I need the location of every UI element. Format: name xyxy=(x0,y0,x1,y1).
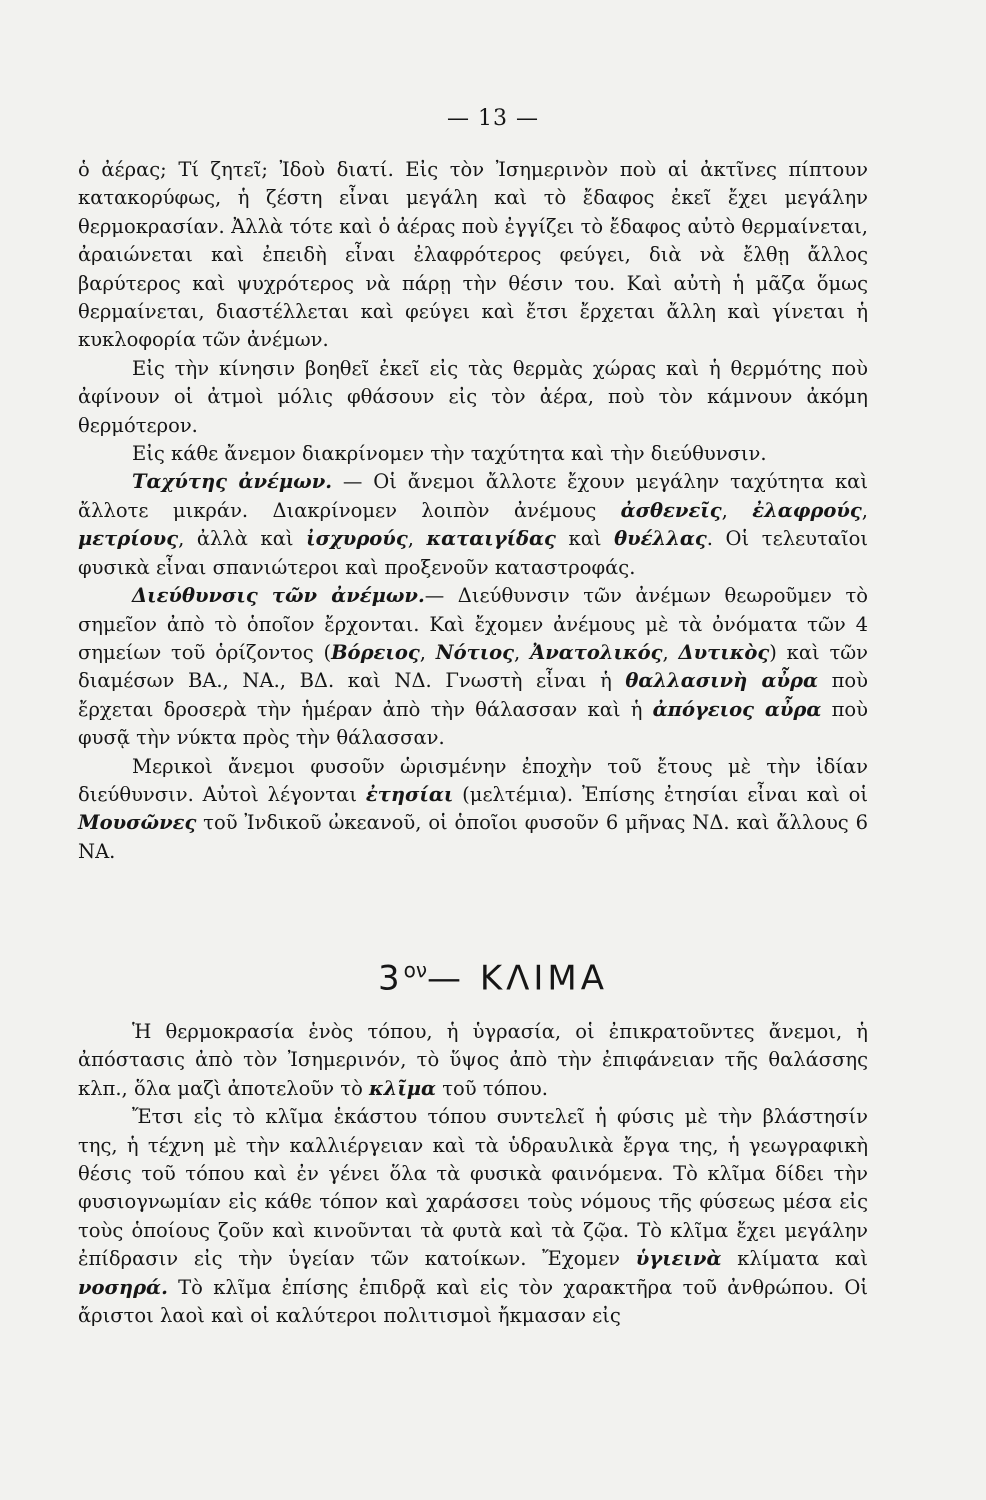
text-run: ποὺ φυσᾷ τὴν νύκτα πρὸς τὴν θάλασσαν. xyxy=(78,697,868,750)
text-run: , xyxy=(514,640,531,664)
term: Νότιος xyxy=(435,640,515,664)
term: κλῖμα xyxy=(369,1076,437,1100)
term: ἐλαφρούς xyxy=(752,498,862,522)
text-run: κλίματα καὶ xyxy=(721,1247,868,1271)
term: ἐτησίαι xyxy=(365,782,454,806)
term: νοσηρά. xyxy=(78,1275,168,1299)
text-run: Ἡ θερμοκρασία ἑνὸς τόπου, ἡ ὑγρασία, οἱ ἐπικρατοῦντες ἄνεμοι, ἡ ἀπόστασις ἀπὸ τὸν Ἰσημερινόν, τὸ ὕψος ἀπὸ τὴν ἐπιφάνειαν τῆς θαλάσσης κλπ., ὅλα μαζὶ ἀποτελοῦν τὸ xyxy=(78,1020,868,1100)
text-run: — Οἱ ἄνεμοι ἄλλοτε ἔχουν μεγάλην ταχύτητα καὶ ἄλλοτε μικράν. Διακρίνομεν λοιπὸν ἀνέμους xyxy=(78,470,868,522)
text-run: (μελτέμια). Ἐπίσης ἐτησίαι εἶναι καὶ οἱ xyxy=(453,782,868,806)
text-run: Ἔτσι εἰς τὸ κλῖμα ἑκάστου τόπου συντελεῖ ἡ φύσις μὲ τὴν βλάστησίν της, ἡ τέχνη μὲ τὴν καλλιέργειαν καὶ τὰ ὑδραυλικὰ ἔργα της, ἡ γεωγραφικὴ θέσις τοῦ τόπου καὶ ἐν γένει ὅλα τὰ φυσικὰ φαινόμενα. Τὸ κλῖμα δίδει τὴν φυσιογνωμίαν εἰς κάθε τόπον καὶ χαράσσει τοὺς νόμους τῆς φύσεως μέσα εἰς τοὺς ὁποίους ζοῦν καὶ κινοῦνται τὰ φυτὰ καὶ τὰ ζῷα. Τὸ κλῖμα ἔχει μεγάλην ἐπίδρασιν εἰς τὴν ὑγείαν τῶν κατοίκων. Ἔχομεν xyxy=(78,1105,868,1271)
paragraph-seasonal-winds xyxy=(78,753,868,867)
paragraph-climate-factors xyxy=(78,1103,868,1330)
text-run: , xyxy=(662,640,679,664)
term: θαλλασινὴ αὖρα xyxy=(625,669,818,693)
term: θυέλλας xyxy=(614,527,707,551)
section-climate-text xyxy=(78,1018,868,1330)
paragraph: Εἰς κάθε ἄνεμον διακρίνομεν τὴν ταχύτητα καὶ τὴν διεύθυνσιν. xyxy=(132,442,767,466)
term: ἀσθενεῖς xyxy=(620,498,722,522)
text-run: , xyxy=(407,527,427,551)
paragraph-wind-direction xyxy=(78,582,868,752)
term: καταιγίδας xyxy=(426,527,556,551)
term: Ἀνατολικός xyxy=(530,640,663,664)
subheading-wind-direction: Διεύθυνσις τῶν ἀνέμων. xyxy=(132,584,425,608)
text-run: Μερικοὶ ἄνεμοι φυσοῦν ὡρισμένην ἐποχὴν τοῦ ἔτους μὲ τὴν ἰδίαν διεύθυνσιν. Αὐτοὶ λέγονται xyxy=(78,754,868,806)
term: Βόρειος xyxy=(331,640,420,664)
section-winds-text xyxy=(78,156,868,866)
section-heading xyxy=(0,958,986,998)
text-run: τοῦ Ἰνδικοῦ ὠκεανοῦ, οἱ ὁποῖοι φυσοῦν 6 μῆνας ΝΔ. καὶ ἄλλους 6 ΝΑ. xyxy=(78,811,868,863)
term: ἀπόγειος αὖρα xyxy=(652,697,822,721)
text-run: — Διεύθυνσιν τῶν ἀνέμων θεωροῦμεν τὸ σημεῖον ἀπὸ τὸ ὁποῖον ἔρχονται. Καὶ ἔχομεν ἀνέμους μὲ τὰ ὀνόματα τῶν 4 σημείων τοῦ ὁρίζοντος ( xyxy=(78,584,868,664)
page-number: — 13 — xyxy=(447,106,539,131)
text-run: , xyxy=(419,640,436,664)
term: ὑγιεινὰ xyxy=(635,1247,722,1271)
heading-number: 3 xyxy=(377,958,404,999)
text-run: Τὸ κλῖμα ἐπίσης ἐπιδρᾷ καὶ εἰς τὸν χαρακτῆρα τοῦ ἀνθρώπου. Οἱ ἄριστοι λαοὶ καὶ οἱ καλύτεροι πολιτισμοὶ ἤκμασαν εἰς xyxy=(78,1275,868,1328)
text-run: , xyxy=(721,498,753,522)
term: Μουσῶνες xyxy=(78,811,197,835)
subheading-wind-speed: Ταχύτης ἀνέμων. xyxy=(132,470,333,494)
heading-title: — ΚΛΙΜΑ xyxy=(427,958,609,999)
text-run: ) καὶ τῶν διαμέσων ΒΑ., ΝΑ., ΒΔ. καὶ ΝΔ. Γνωστὴ εἶναι ἡ xyxy=(78,640,869,693)
term: ἰσχυρούς xyxy=(306,527,408,551)
text-run: τοῦ τόπου. xyxy=(436,1076,548,1100)
text-run: καὶ xyxy=(555,527,615,551)
paragraph-climate-definition xyxy=(78,1018,868,1103)
paragraph-wind-speed xyxy=(78,468,868,582)
term: μετρίους xyxy=(78,527,179,551)
text-run: ποὺ ἔρχεται δροσερὰ τὴν ἡμέραν ἀπὸ τὴν θάλασσαν καὶ ἡ xyxy=(78,669,869,721)
text-run: . Οἱ τελευταῖοι φυσικὰ εἶναι σπανιώτεροι καὶ προξενοῦν καταστροφάς. xyxy=(78,527,868,579)
text-run: , ἀλλὰ καὶ xyxy=(178,527,307,551)
heading-ordinal: ον xyxy=(403,958,428,982)
paragraph: Εἰς τὴν κίνησιν βοηθεῖ ἐκεῖ εἰς τὰς θερμὰς χώρας καὶ ἡ θερμότης ποὺ ἀφίνουν οἱ ἀτμοὶ μόλις φθάσουν εἰς τὸν ἀέρα, ποὺ τὸν κάμνουν ἀκόμη θερμότερον. xyxy=(78,356,868,437)
paragraph: ὁ ἀέρας; Τί ζητεῖ; Ἰδοὺ διατί. Εἰς τὸν Ἰσημερινὸν ποὺ αἱ ἀκτῖνες πίπτουν κατακορύφως, ἡ ζέστη εἶναι μεγάλη καὶ τὸ ἔδαφος ἐκεῖ ἔχει μεγάλην θερμοκρασίαν. Ἀλλὰ τότε καὶ ὁ ἀέρας ποὺ ἐγγίζει τὸ ἔδαφος αὐτὸ θερμαίνεται, ἀραιώνεται καὶ ἐπειδὴ εἶναι ἐλαφρότερος φεύγει, διὰ νὰ ἔλθῃ ἄλλος βαρύτερος καὶ ψυχρότερος νὰ πάρῃ τὴν θέσιν του. Καὶ αὐτὴ ἡ μᾶζα ὅμως θερμαίνεται, διαστέλλεται καὶ φεύγει καὶ ἔτσι ἔρχεται ἄλλη καὶ γίνεται ἡ κυκλοφορία τῶν ἀνέμων. xyxy=(78,158,868,352)
term: Δυτικὸς xyxy=(678,640,770,664)
text-run: , xyxy=(861,498,868,522)
